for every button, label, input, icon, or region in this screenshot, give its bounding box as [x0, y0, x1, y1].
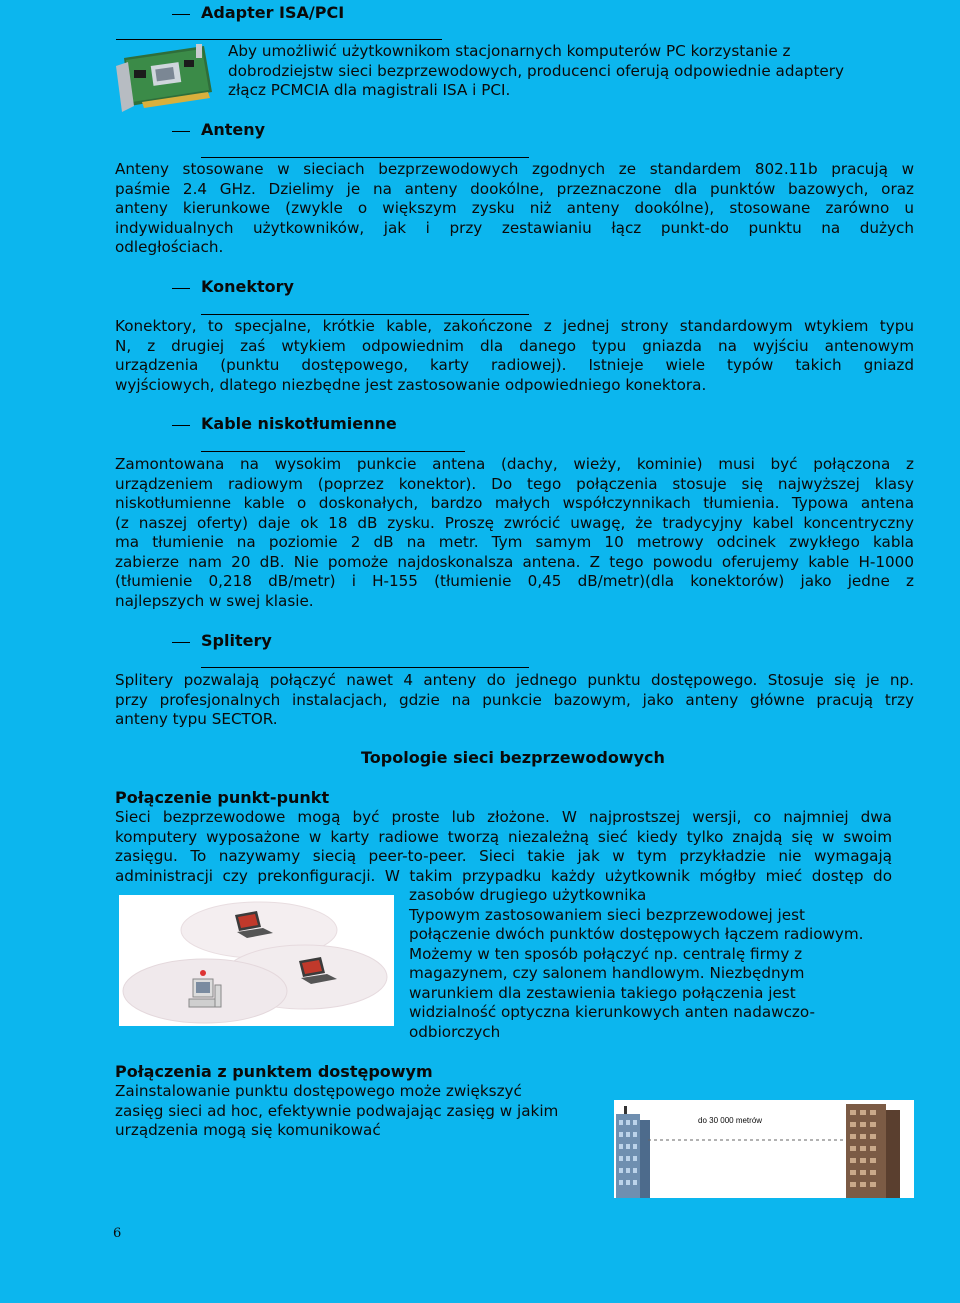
text-line: administracji czy prekonfiguracji. W takim przypadku każdy użytkownik mógłby mieć dostęp do [115, 866, 892, 885]
text-line: Typowym zastosowaniem sieci bezprzewodowej jest [409, 905, 805, 924]
konektory-heading: Konektory [201, 277, 294, 296]
building-link-figure [614, 1100, 914, 1198]
text-line: połączenie dwóch punktów dostępowych łączem radiowym. [409, 925, 864, 943]
text-line: zasięgu. To nazywamy siecią peer-to-peer. Sieci takie jak w tym przykładzie nie wymagają [115, 847, 892, 865]
text-line: Sieci bezprzewodowe mogą być proste lub złożone. W najprostszej wersji, co najmniej dwa [115, 808, 892, 826]
bullet-dash [172, 425, 190, 426]
text-line: Zamontowana na wysokim punkcie antena (dachy, wieży, kominie) musi być połączona z [115, 455, 914, 473]
topologie-title: Topologie sieci bezprzewodowych [361, 748, 665, 767]
text-line: zabierze nam 20 dB. Nie pomoże najdoskonalsza antena. Z tego powodu oferujemy kable H-1000 [115, 552, 914, 571]
text-line: przy profesjonalnych instalacjach, gdzie na punkcie bazowym, jako anteny główne pracują trzy [115, 690, 914, 709]
buildings-image [614, 1100, 914, 1198]
text-line: wyjściowych, dlatego niezbędne jest zastosowanie odpowiedniego konektora. [115, 375, 707, 394]
text-line: urządzenia mogą się komunikować [115, 1121, 381, 1139]
text-line: zasięg sieci ad hoc, efektywnie podwajając zasięg w jakim [115, 1101, 559, 1120]
punkt-dostepowy-paragraph [115, 1082, 595, 1141]
text-line: Anteny stosowane w sieciach bezprzewodowych zgodnych ze standardem 802.11b pracują w [115, 160, 914, 178]
splitery-heading: Splitery [201, 631, 272, 650]
adapter-paragraph [228, 42, 888, 101]
kable-paragraph [115, 455, 914, 611]
anteny-paragraph [115, 160, 914, 258]
heading-underline [201, 667, 529, 668]
text-line: Aby umożliwić użytkownikom stacjonarnych komputerów PC korzystanie z [228, 42, 791, 60]
text-line: niskotłumienne kable o doskonałych, bardzo małych współczynnikach tłumienia. Typowa antena [115, 494, 914, 512]
bullet-dash [172, 288, 190, 289]
text-line: urządzeniem radiowym (poprzez konektor). Do tego połączenia stosuje się najwyższej klasy [115, 474, 914, 493]
text-line: N, z drugiej zaś wtykiem odpowiednim dla danego typu gniazda na wyjściu antenowym [115, 336, 914, 355]
text-line: (tłumienie 0,218 dB/metr) i H-155 (tłumienie 0,45 dB/metr)(dla konektorów) jako jedne z [115, 572, 914, 590]
kable-heading: Kable niskotłumienne [201, 414, 397, 433]
heading-underline [201, 157, 529, 158]
text-line: dobrodziejstw sieci bezprzewodowych, producenci oferują odpowiednie adaptery [228, 61, 844, 80]
text-line: widzialność optyczna kierunkowych anten nadawczo- [409, 1003, 815, 1021]
punkt-punkt-heading: Połączenie punkt-punkt [115, 788, 330, 807]
punkt-punkt-paragraph [115, 808, 892, 886]
bullet-dash [172, 642, 190, 643]
text-line: komputery wyposażone w karty radiowe tworzą niezależną sieć kiedy tylko znajdą się w swoim [115, 827, 892, 846]
text-line: (z naszej oferty) daje ok 18 dB zysku. Proszę zwrócić uwagę, że tradycyjny kabel koncentryczny [115, 513, 914, 532]
text-line: odległościach. [115, 238, 224, 256]
text-line: najlepszych w swej klasie. [115, 591, 314, 610]
punkt-dostepowy-heading: Połączenia z punktem dostępowym [115, 1062, 433, 1081]
text-line: urządzenia (punktu dostępowego, karty radiowej). Istnieje wiele typów takich gniazd [115, 356, 914, 374]
bullet-dash [172, 131, 190, 132]
konektory-paragraph [115, 317, 914, 395]
right-building-icon [846, 1104, 900, 1198]
peer-to-peer-network-image [119, 895, 394, 1026]
adapter-heading: Adapter ISA/PCI [201, 3, 345, 22]
text-line: Możemy w ten sposób połączyć np. centralę firmy z [409, 944, 803, 963]
text-line: magazynem, czy salonem handlowym. Niezbędnym [409, 964, 805, 982]
text-line: anteny kierunkowe (zwykle o większym zysku niż anteny dookólne), stosowane zarówno u [115, 199, 914, 217]
text-line: paśmie 2.4 GHz. Dzielimy je na anteny dookólne, przeznaczone dla punktów bazowych, oraz [115, 179, 914, 198]
bullet-dash [172, 14, 190, 15]
heading-underline [201, 451, 465, 452]
text-line: Zainstalowanie punktu dostępowego może zwiększyć [115, 1082, 522, 1100]
text-line: Splitery pozwalają połączyć nawet 4 anteny do jednego punktu dostępowego. Stosuje się je np. [115, 671, 914, 689]
text-line: odbiorczych [409, 1022, 501, 1041]
text-line: warunkiem dla zestawienia takiego połączenia jest [409, 983, 796, 1002]
text-line: Konektory, to specjalne, krótkie kable, zakończone z jednej strony standardowym wtykiem typu [115, 317, 914, 335]
distance-label: do 30 000 metrów [698, 1116, 763, 1125]
page-number: 6 [113, 1226, 122, 1241]
text-line: indywidualnych użytkowników, jak i przy zestawianiu łącz punkt-do punktu na dużych [115, 218, 914, 237]
pci-card-image [112, 40, 220, 116]
text-line: anteny typu SECTOR. [115, 710, 278, 728]
heading-underline [201, 314, 529, 315]
text-line: ma tłumienie na poziomie 2 dB na metr. Tym samym 10 metrowy odcinek zwykłego kabla [115, 533, 914, 551]
punkt-punkt-side-paragraph [409, 886, 899, 1042]
text-line: złącz PCMCIA dla magistrali ISA i PCI. [228, 81, 511, 99]
splitery-paragraph [115, 671, 914, 730]
anteny-heading: Anteny [201, 120, 266, 139]
text-line: zasobów drugiego użytkownika [409, 886, 647, 904]
